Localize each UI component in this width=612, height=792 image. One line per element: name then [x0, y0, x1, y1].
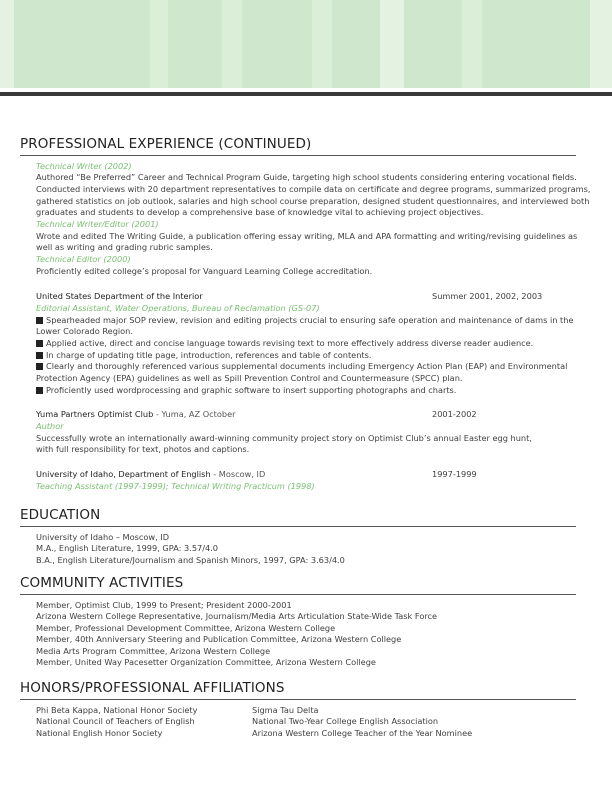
community-section-title: COMMUNITY ACTIVITIES	[20, 575, 576, 595]
bullet-text: Applied active, direct and concise language towards revising text to more effectively address diverse reader audience.	[46, 338, 534, 348]
honor-item: Phi Beta Kappa, National Honor Society	[36, 705, 198, 715]
text-line: Lower Colorado Region.	[36, 326, 133, 336]
education-section-title: EDUCATION	[20, 507, 576, 527]
band-stripe	[312, 0, 332, 88]
employer-name: United States Department of the Interior	[36, 291, 203, 301]
community-line: Media Arts Program Committee, Arizona Western College	[36, 646, 271, 656]
bullet-item	[36, 350, 371, 362]
honor-item: Arizona Western College Teacher of the Year Nominee	[252, 728, 473, 738]
text-line: Proficiently edited college’s proposal for Vanguard Learning College accreditation.	[36, 266, 373, 276]
bullet-text: Proficiently used wordprocessing and graphic software to insert supporting photographs and charts.	[46, 385, 457, 395]
role-title: Teaching Assistant (1997-1999); Technical Writing Practicum (1998)	[36, 481, 315, 491]
band-stripe	[590, 0, 612, 88]
bullet-square-icon	[36, 363, 43, 370]
education-line: University of Idaho – Moscow, ID	[36, 532, 169, 542]
community-line: Member, 40th Anniversary Steering and Publication Committee, Arizona Western College	[36, 634, 402, 644]
text-line: with full responsibility for text, photos and captions.	[36, 444, 250, 454]
bullet-text: Spearheaded major SOP review, revision and editing projects crucial to ensuring safe operation and maintenance of dams in the	[46, 315, 574, 325]
text-line: Successfully wrote an internationally award-winning community project story on Optimist Club’s annual Easter egg hunt,	[36, 433, 532, 443]
bullet-text: In charge of updating title page, introduction, references and table of contents.	[46, 350, 372, 360]
employer-location: - Yuma, AZ October	[153, 409, 236, 419]
employment-dates: 2001-2002	[432, 409, 477, 419]
header-rule	[0, 92, 612, 96]
bullet-square-icon	[36, 387, 43, 394]
bullet-text: Clearly and thoroughly referenced various supplemental documents including Emergency Action Plan (EAP) and Environmental	[46, 361, 568, 371]
text-line: Authored “Be Preferred” Career and Technical Program Guide, targeting high school students considering entering vocational fields.	[36, 172, 577, 182]
bullet-square-icon	[36, 340, 43, 347]
experience-section-title: PROFESSIONAL EXPERIENCE (CONTINUED)	[20, 136, 576, 156]
text-line: well as writing and grading rubric samples.	[36, 242, 213, 252]
bullet-square-icon	[36, 317, 43, 324]
header-band	[0, 0, 612, 88]
role-title: Technical Writer (2002)	[36, 161, 132, 171]
community-line: Member, United Way Pacesetter Organization Committee, Arizona Western College	[36, 657, 376, 667]
honor-item: Sigma Tau Delta	[252, 705, 319, 715]
role-title: Technical Writer/Editor (2001)	[36, 219, 159, 229]
bullet-item	[36, 361, 567, 373]
role-title: Author	[36, 421, 64, 431]
band-stripe	[462, 0, 482, 88]
band-stripe	[380, 0, 404, 88]
education-line: B.A., English Literature/Journalism and Spanish Minors, 1997, GPA: 3.63/4.0	[36, 555, 345, 565]
bullet-item	[36, 315, 574, 327]
role-title: Editorial Assistant, Water Operations, Bureau of Reclamation (GS-07)	[36, 303, 320, 313]
text-line: gathered statistics on job outlook, salaries and high school course preparation, designed student questionnaires, and interviewed both	[36, 196, 590, 206]
band-stripe	[0, 0, 14, 88]
bullet-item	[36, 385, 456, 397]
honors-section-title: HONORS/PROFESSIONAL AFFILIATIONS	[20, 680, 576, 700]
community-line: Member, Professional Development Committee, Arizona Western College	[36, 623, 336, 633]
employer-name: University of Idaho, Department of English	[36, 469, 211, 479]
community-line: Member, Optimist Club, 1999 to Present; President 2000-2001	[36, 600, 292, 610]
band-stripe	[150, 0, 168, 88]
honor-item: National Council of Teachers of English	[36, 716, 195, 726]
community-line: Arizona Western College Representative, Journalism/Media Arts Articulation State-Wide Task Force	[36, 611, 438, 621]
employment-dates: 1997-1999	[432, 469, 477, 479]
bullet-square-icon	[36, 352, 43, 359]
text-line: graduates and students to develop a comprehensive base of knowledge vital to achieving project objectives.	[36, 207, 484, 217]
honor-item: National Two-Year College English Association	[252, 716, 439, 726]
employer-location: - Moscow, ID	[210, 469, 266, 479]
band-stripe	[222, 0, 242, 88]
text-line: Conducted interviews with 20 department representatives to compile data on certificate and degree programs, summarized programs,	[36, 184, 591, 194]
employer-line	[36, 469, 265, 481]
bullet-item	[36, 338, 533, 350]
role-title: Technical Editor (2000)	[36, 254, 131, 264]
employer-name: Yuma Partners Optimist Club	[36, 409, 154, 419]
text-line: Wrote and edited The Writing Guide, a publication offering essay writing, MLA and APA formatting and writing/revising guidelines as	[36, 231, 578, 241]
employer-line	[36, 409, 236, 421]
education-line: M.A., English Literature, 1999, GPA: 3.57/4.0	[36, 543, 219, 553]
employment-dates: Summer 2001, 2002, 2003	[432, 291, 543, 301]
honor-item: National English Honor Society	[36, 728, 163, 738]
text-line: Protection Agency (EPA) guidelines as well as Spill Prevention Control and Countermeasure (SPCC) plan.	[36, 373, 463, 383]
